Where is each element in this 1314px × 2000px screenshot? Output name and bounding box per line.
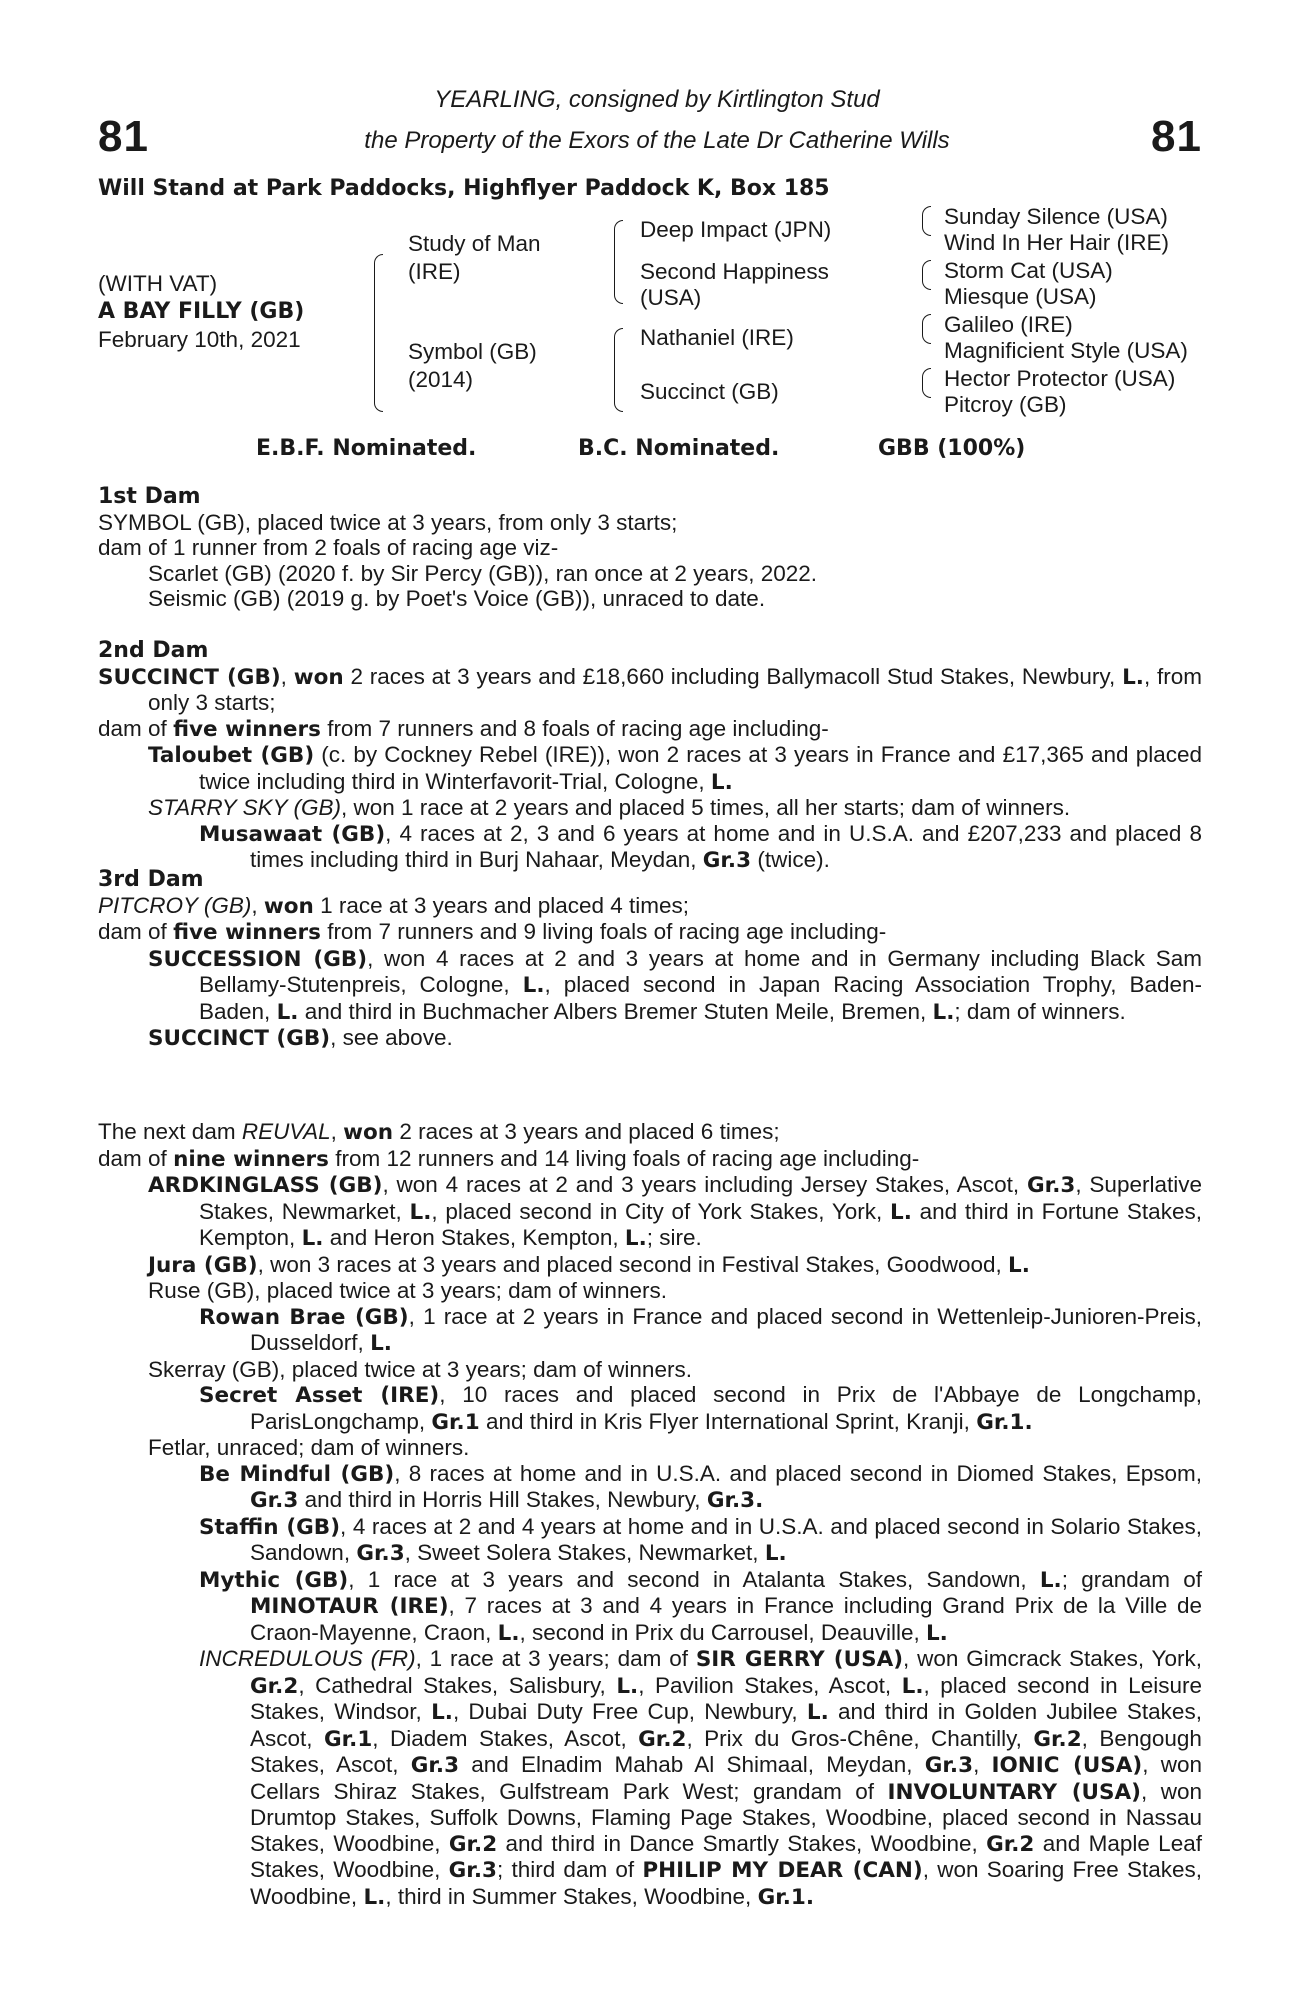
sire-country: (IRE) [408,259,461,284]
brace-sire-line [614,220,623,304]
third-dam-heading: 3rd Dam [98,867,204,892]
produce-taloubet: Taloubet (GB) (c. by Cockney Rebel (IRE)), won 2 races at 3 years in France and £17,365 and placed twice including third in Winterfavorit-Trial, Cologne, L. [148,742,1202,795]
brace-gen3-d [922,368,931,398]
foaling-date: February 10th, 2021 [98,327,301,352]
next-dam-produce: dam of nine winners from 12 runners and 14 living foals of racing age including- [98,1145,920,1172]
ancestor-sss: Sunday Silence (USA) [944,204,1168,229]
first-dam-section [98,484,1202,612]
brace-gen3-b [922,260,931,290]
brace-generation-1 [374,254,383,412]
second-dam-produce: dam of five winners from 7 runners and 8 foals of racing age including- [98,715,829,742]
second-dam-heading: 2nd Dam [98,638,209,663]
consignor-line: YEARLING, consigned by Kirtlington Stud [434,86,880,113]
first-dam-line: SYMBOL (GB), placed twice at 3 years, from only 3 starts; [98,509,678,535]
ancestor-sdd: Miesque (USA) [944,284,1097,309]
third-dam-record: PITCROY (GB), won 1 race at 3 years and placed 4 times; [98,892,690,919]
produce-succinct: SUCCINCT (GB), see above. [148,1025,453,1051]
produce-mythic: Mythic (GB), 1 race at 3 years and second in Atalanta Stakes, Sandown, L.; grandam of MINOTAUR (IRE), 7 races at 3 and 4 years in France including Grand Prix de la Ville de Craon-Mayenne, Craon, L., second in Prix du Carrousel, Deauville, L. [199,1566,1203,1646]
produce-seismic: Seismic (GB) (2019 g. by Poet's Voice (GB)), unraced to date. [148,586,766,611]
produce-staffin: Staffin (GB), 4 races at 2 and 4 years at home and in U.S.A. and placed second in Solario Stakes, Sandown, Gr.3, Sweet Solera Stakes, Newmarket, L. [199,1513,1202,1566]
sire-dam: Second Happiness [640,259,829,284]
ancestor-dss: Galileo (IRE) [944,312,1073,337]
produce-fetlar: Fetlar, unraced; dam of winners. [148,1435,470,1460]
produce-jura: Jura (GB), won 3 races at 3 years and placed second in Festival Stakes, Goodwood, L. [148,1251,1030,1278]
ancestor-sds: Storm Cat (USA) [944,258,1113,283]
produce-secret-asset: Secret Asset (IRE), 10 races and placed second in Prix de l'Abbaye de Longchamp, ParisLongchamp, Gr.1 and third in Kris Flyer International Sprint, Kranji, Gr.1. [199,1382,1203,1435]
stand-location: Will Stand at Park Paddocks, Highflyer Paddock K, Box 185 [98,176,830,201]
ancestor-dds: Hector Protector (USA) [944,366,1176,391]
brace-gen3-c [922,314,931,344]
sire-sire: Deep Impact (JPN) [640,217,832,242]
property-line: the Property of the Exors of the Late Dr Catherine Wills [364,127,950,154]
next-dam-record: The next dam REUVAL, won 2 races at 3 years and placed 6 times; [98,1119,780,1145]
bc-nomination: B.C. Nominated. [578,436,780,461]
dam-dam: Succinct (GB) [640,379,779,404]
dam-year: (2014) [408,367,474,392]
lot-number-right: 81 [1151,112,1202,161]
gbb-status: GBB (100%) [878,436,1026,461]
produce-succession: SUCCESSION (GB), won 4 races at 2 and 3 years at home and in Germany including Black Sam Bellamy-Stutenpreis, Cologne, L., placed second in Japan Racing Association Trophy, Baden-Baden, L. and third in Buchmacher Albers Bremer Stuten Meile, Bremen, L.; dam of winners. [148,945,1202,1025]
third-dam-produce: dam of five winners from 7 runners and 9 living foals of racing age including- [98,919,887,945]
lot-number-left: 81 [98,112,149,161]
ancestor-ddd: Pitcroy (GB) [944,392,1067,417]
sire-name: Study of Man [408,231,541,256]
brace-dam-line [614,328,623,412]
vat-note: (WITH VAT) [98,271,218,296]
first-dam-heading: 1st Dam [98,484,201,509]
ancestor-dsd: Magnificient Style (USA) [944,338,1188,363]
second-dam-section [98,638,1202,874]
produce-rowan-brae: Rowan Brae (GB), 1 race at 2 years in France and placed second in Wettenleip-Junioren-Preis, Dusseldorf, L. [199,1303,1202,1356]
produce-skerray: Skerray (GB), placed twice at 3 years; dam of winners. [148,1356,692,1382]
brace-gen3-a [922,206,931,236]
sire-dam-country: (USA) [640,285,702,310]
second-dam-record: SUCCINCT (GB), won 2 races at 3 years and £18,660 including Ballymacoll Stud Stakes, Newbury, L., from only 3 starts; [98,663,1202,715]
produce-be-mindful: Be Mindful (GB), 8 races at home and in U.S.A. and placed second in Diomed Stakes, Epsom, Gr.3 and third in Horris Hill Stakes, Newbury, Gr.3. [199,1460,1202,1513]
produce-ruse: Ruse (GB), placed twice at 3 years; dam of winners. [148,1278,667,1303]
first-dam-produce-line: dam of 1 runner from 2 foals of racing age viz- [98,535,559,560]
next-dam-section [98,1119,1202,1910]
ebf-nomination: E.B.F. Nominated. [256,436,477,461]
produce-incredulous: INCREDULOUS (FR), 1 race at 3 years; dam of SIR GERRY (USA), won Gimcrack Stakes, York, Gr.2, Cathedral Stakes, Salisbury, L., Pavilion Stakes, Ascot, L., placed second in Leisure Stakes, Windsor, L., Dubai Duty Free Cup, Newbury, L. and third in Golden Jubilee Stakes, Ascot, Gr.1, Diadem Stakes, Ascot, Gr.2, Prix du Gros-Chêne, Chantilly, Gr.2, Bengough Stakes, Ascot, Gr.3 and Elnadim Mahab Al Shimaal, Meydan, Gr.3, IONIC (USA), won Cellars Shiraz Stakes, Gulfstream Park West; grandam of INVOLUNTARY (USA), won Drumtop Stakes, Suffolk Downs, Flaming Page Stakes, Woodbine, placed second in Nassau Stakes, Woodbine, Gr.2 and third in Dance Smartly Stakes, Woodbine, Gr.2 and Maple Leaf Stakes, Woodbine, Gr.3; third dam of PHILIP MY DEAR (CAN), won Soaring Free Stakes, Woodbine, L., third in Summer Stakes, Woodbine, Gr.1. [199,1646,1203,1910]
dam-name: Symbol (GB) [408,339,537,364]
produce-starry-sky: STARRY SKY (GB), won 1 race at 2 years and placed 5 times, all her starts; dam of winners. [148,795,1071,820]
produce-scarlet: Scarlet (GB) (2020 f. by Sir Percy (GB)), ran once at 2 years, 2022. [148,560,818,586]
third-dam-section [98,867,1202,1052]
produce-ardkinglass: ARDKINGLASS (GB), won 4 races at 2 and 3 years including Jersey Stakes, Ascot, Gr.3, Superlative Stakes, Newmarket, L., placed second in City of York Stakes, York, L. and third in Fortune Stakes, Kempton, L. and Heron Stakes, Kempton, L.; sire. [148,1172,1202,1251]
dam-sire: Nathaniel (IRE) [640,325,794,350]
horse-name: A BAY FILLY (GB) [98,299,305,324]
ancestor-ssd: Wind In Her Hair (IRE) [944,230,1170,255]
produce-musawaat: Musawaat (GB), 4 races at 2, 3 and 6 years at home and in U.S.A. and £207,233 and placed 8 times including third in Burj Nahaar, Meydan, Gr.3 (twice). [199,820,1203,873]
